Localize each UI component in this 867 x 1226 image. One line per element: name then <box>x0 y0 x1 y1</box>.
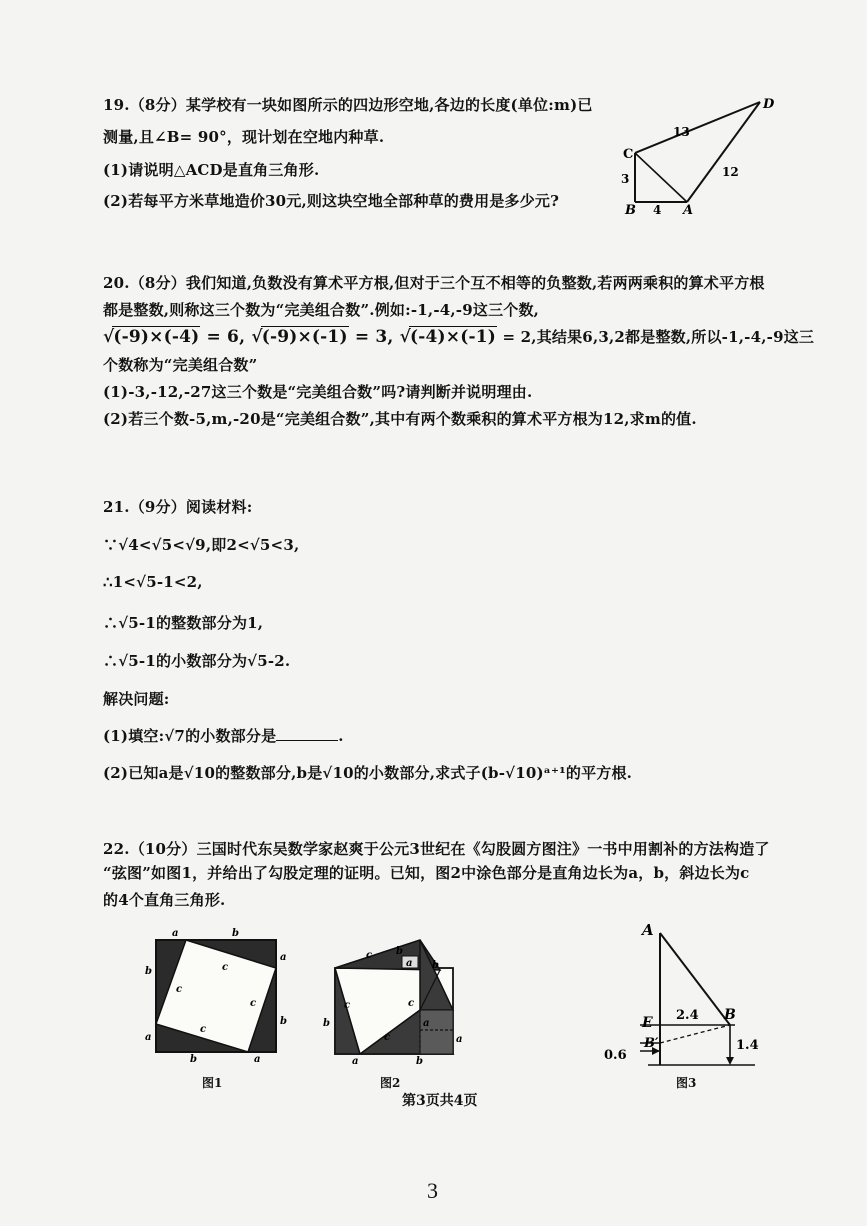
q20-eq3-radicand: (-4)×(-1) <box>410 327 497 347</box>
q20-line1: 20.（8分）我们知道,负数没有算术平方根,但对于三个互不相等的负整数,若两两乘积的算术平方根 <box>103 274 765 292</box>
q19-line1: 19.（8分）某学校有一块如图所示的四边形空地,各边的长度(单位:m)已 <box>103 96 593 114</box>
q19-line2: 测量,且∠B= 90°，现计划在空地内种草. <box>103 128 385 146</box>
fig3-label-bprime: B′ <box>644 1036 659 1051</box>
q22-figure3-ladder <box>600 915 780 1075</box>
fig1-a-left: a <box>145 1032 152 1043</box>
q19-label-d: D <box>763 97 775 112</box>
fig1-c-1: c <box>222 962 229 973</box>
q21-line5: ∴√5-1的小数部分为√5-2. <box>103 652 291 670</box>
fig1-b-bottom: b <box>190 1054 197 1064</box>
q21-line3: ∴1<√5-1<2, <box>103 573 203 591</box>
q20-line4: 个数称为“完美组合数” <box>103 356 258 374</box>
fig2-c-left: c <box>344 1000 351 1011</box>
fig3-label-e: E <box>642 1015 653 1031</box>
q22-line1: 22.（10分）三国时代东吴数学家赵爽于公元3世纪在《勾股圆方图注》一书中用割补的方法构造了 <box>103 840 770 858</box>
q20-eq1-radicand: (-9)×(-4) <box>113 327 200 347</box>
fig2-caption: 图2 <box>380 1076 401 1090</box>
fig2-a-bottom: a <box>352 1056 359 1065</box>
fig3-len-top: 2.4 <box>676 1008 699 1023</box>
q19-label-c: C <box>623 147 634 162</box>
fig1-caption: 图1 <box>202 1076 223 1090</box>
fig1-a-right: a <box>280 952 287 963</box>
q19-label-b: B <box>625 203 636 218</box>
q21-line7-period: . <box>338 727 344 745</box>
q20-line5: (1)-3,-12,-27这三个数是“完美组合数”吗?请判断并说明理由. <box>103 383 533 401</box>
page-number: 3 <box>427 1178 438 1203</box>
fig2-a-inner: a <box>423 1018 430 1029</box>
fig2-b-left: b <box>323 1018 330 1029</box>
fig1-a-top: a <box>172 928 179 939</box>
q19-line4: (2)若每平方米草地造价30元,则这块空地全部种草的费用是多少元? <box>103 192 560 210</box>
q19-len-ad: 12 <box>722 165 739 179</box>
fig1-c-2: c <box>176 984 183 995</box>
q21-line7-text: (1)填空:√7的小数部分是 <box>103 727 277 745</box>
fig1-a-bottom: a <box>254 1054 261 1064</box>
q21-line8: (2)已知a是√10的整数部分,b是√10的小数部分,求式子(b-√10)ᵃ⁺¹的平方根. <box>103 764 633 782</box>
q22-figure1-xianshu <box>140 924 300 1064</box>
q19-len-bc: 3 <box>621 172 630 186</box>
fig1-c-3: c <box>250 998 257 1009</box>
fig2-a-right: a <box>456 1034 463 1045</box>
fig2-b-top: b <box>396 946 403 957</box>
q22-line2: “弦图”如图1，并给出了勾股定理的证明。已知，图2中涂色部分是直角边长为a，b，斜边长为c <box>103 864 750 882</box>
q19-len-ab: 4 <box>653 203 662 217</box>
q21-line6: 解决问题: <box>103 690 170 708</box>
fig3-len-right: 1.4 <box>736 1038 759 1053</box>
fig3-len-left: 0.6 <box>604 1048 627 1063</box>
q20-eq3-result: = 2,其结果6,3,2都是整数,所以-1,-4,-9这三 <box>497 328 815 346</box>
q22-figure2 <box>320 930 470 1065</box>
q20-eq2-radicand: (-9)×(-1) <box>261 327 348 347</box>
page-footer: 第3页共4页 <box>402 1093 478 1109</box>
q21-answer-blank <box>276 727 338 741</box>
q19-label-a: A <box>683 203 694 218</box>
fig1-c-4: c <box>200 1024 207 1035</box>
fig2-c-bottom: c <box>384 1032 391 1043</box>
fig2-b-right: b <box>432 960 439 971</box>
q21-line4: ∴√5-1的整数部分为1, <box>103 614 264 632</box>
q19-quadrilateral-figure <box>615 90 795 220</box>
fig2-a-box: a <box>406 958 413 969</box>
fig3-label-b: B <box>724 1007 736 1023</box>
q20-equations: √(-9)×(-4) = 6, √(-9)×(-1) = 3, √(-4)×(-1) = 2,其结果6,3,2都是整数,所以-1,-4,-9这三 <box>103 327 815 347</box>
fig1-b-left: b <box>145 966 152 977</box>
q20-eq2-result: = 3, <box>348 327 394 347</box>
fig1-b-right: b <box>280 1016 287 1027</box>
q22-line3: 的4个直角三角形. <box>103 891 226 909</box>
q19-len-cd: 13 <box>673 125 690 139</box>
q21-line7 <box>103 725 344 746</box>
q20-eq1-result: = 6, <box>200 327 246 347</box>
fig3-label-a: A <box>642 921 654 939</box>
fig3-caption: 图3 <box>676 1076 697 1090</box>
q21-line1: 21.（9分）阅读材料: <box>103 498 253 516</box>
q20-line6: (2)若三个数-5,m,-20是“完美组合数”,其中有两个数乘积的算术平方根为12,求m的值. <box>103 410 697 428</box>
fig2-c-mid: c <box>408 998 415 1009</box>
fig2-b-bottom: b <box>416 1056 423 1065</box>
q21-line2: ∵√4<√5<√9,即2<√5<3, <box>103 536 300 554</box>
fig1-b-top: b <box>232 928 239 939</box>
q20-line2: 都是整数,则称这三个数为“完美组合数”.例如:-1,-4,-9这三个数, <box>103 301 540 319</box>
q19-line3: (1)请说明△ACD是直角三角形. <box>103 161 320 179</box>
fig2-c-top: c <box>366 950 373 961</box>
